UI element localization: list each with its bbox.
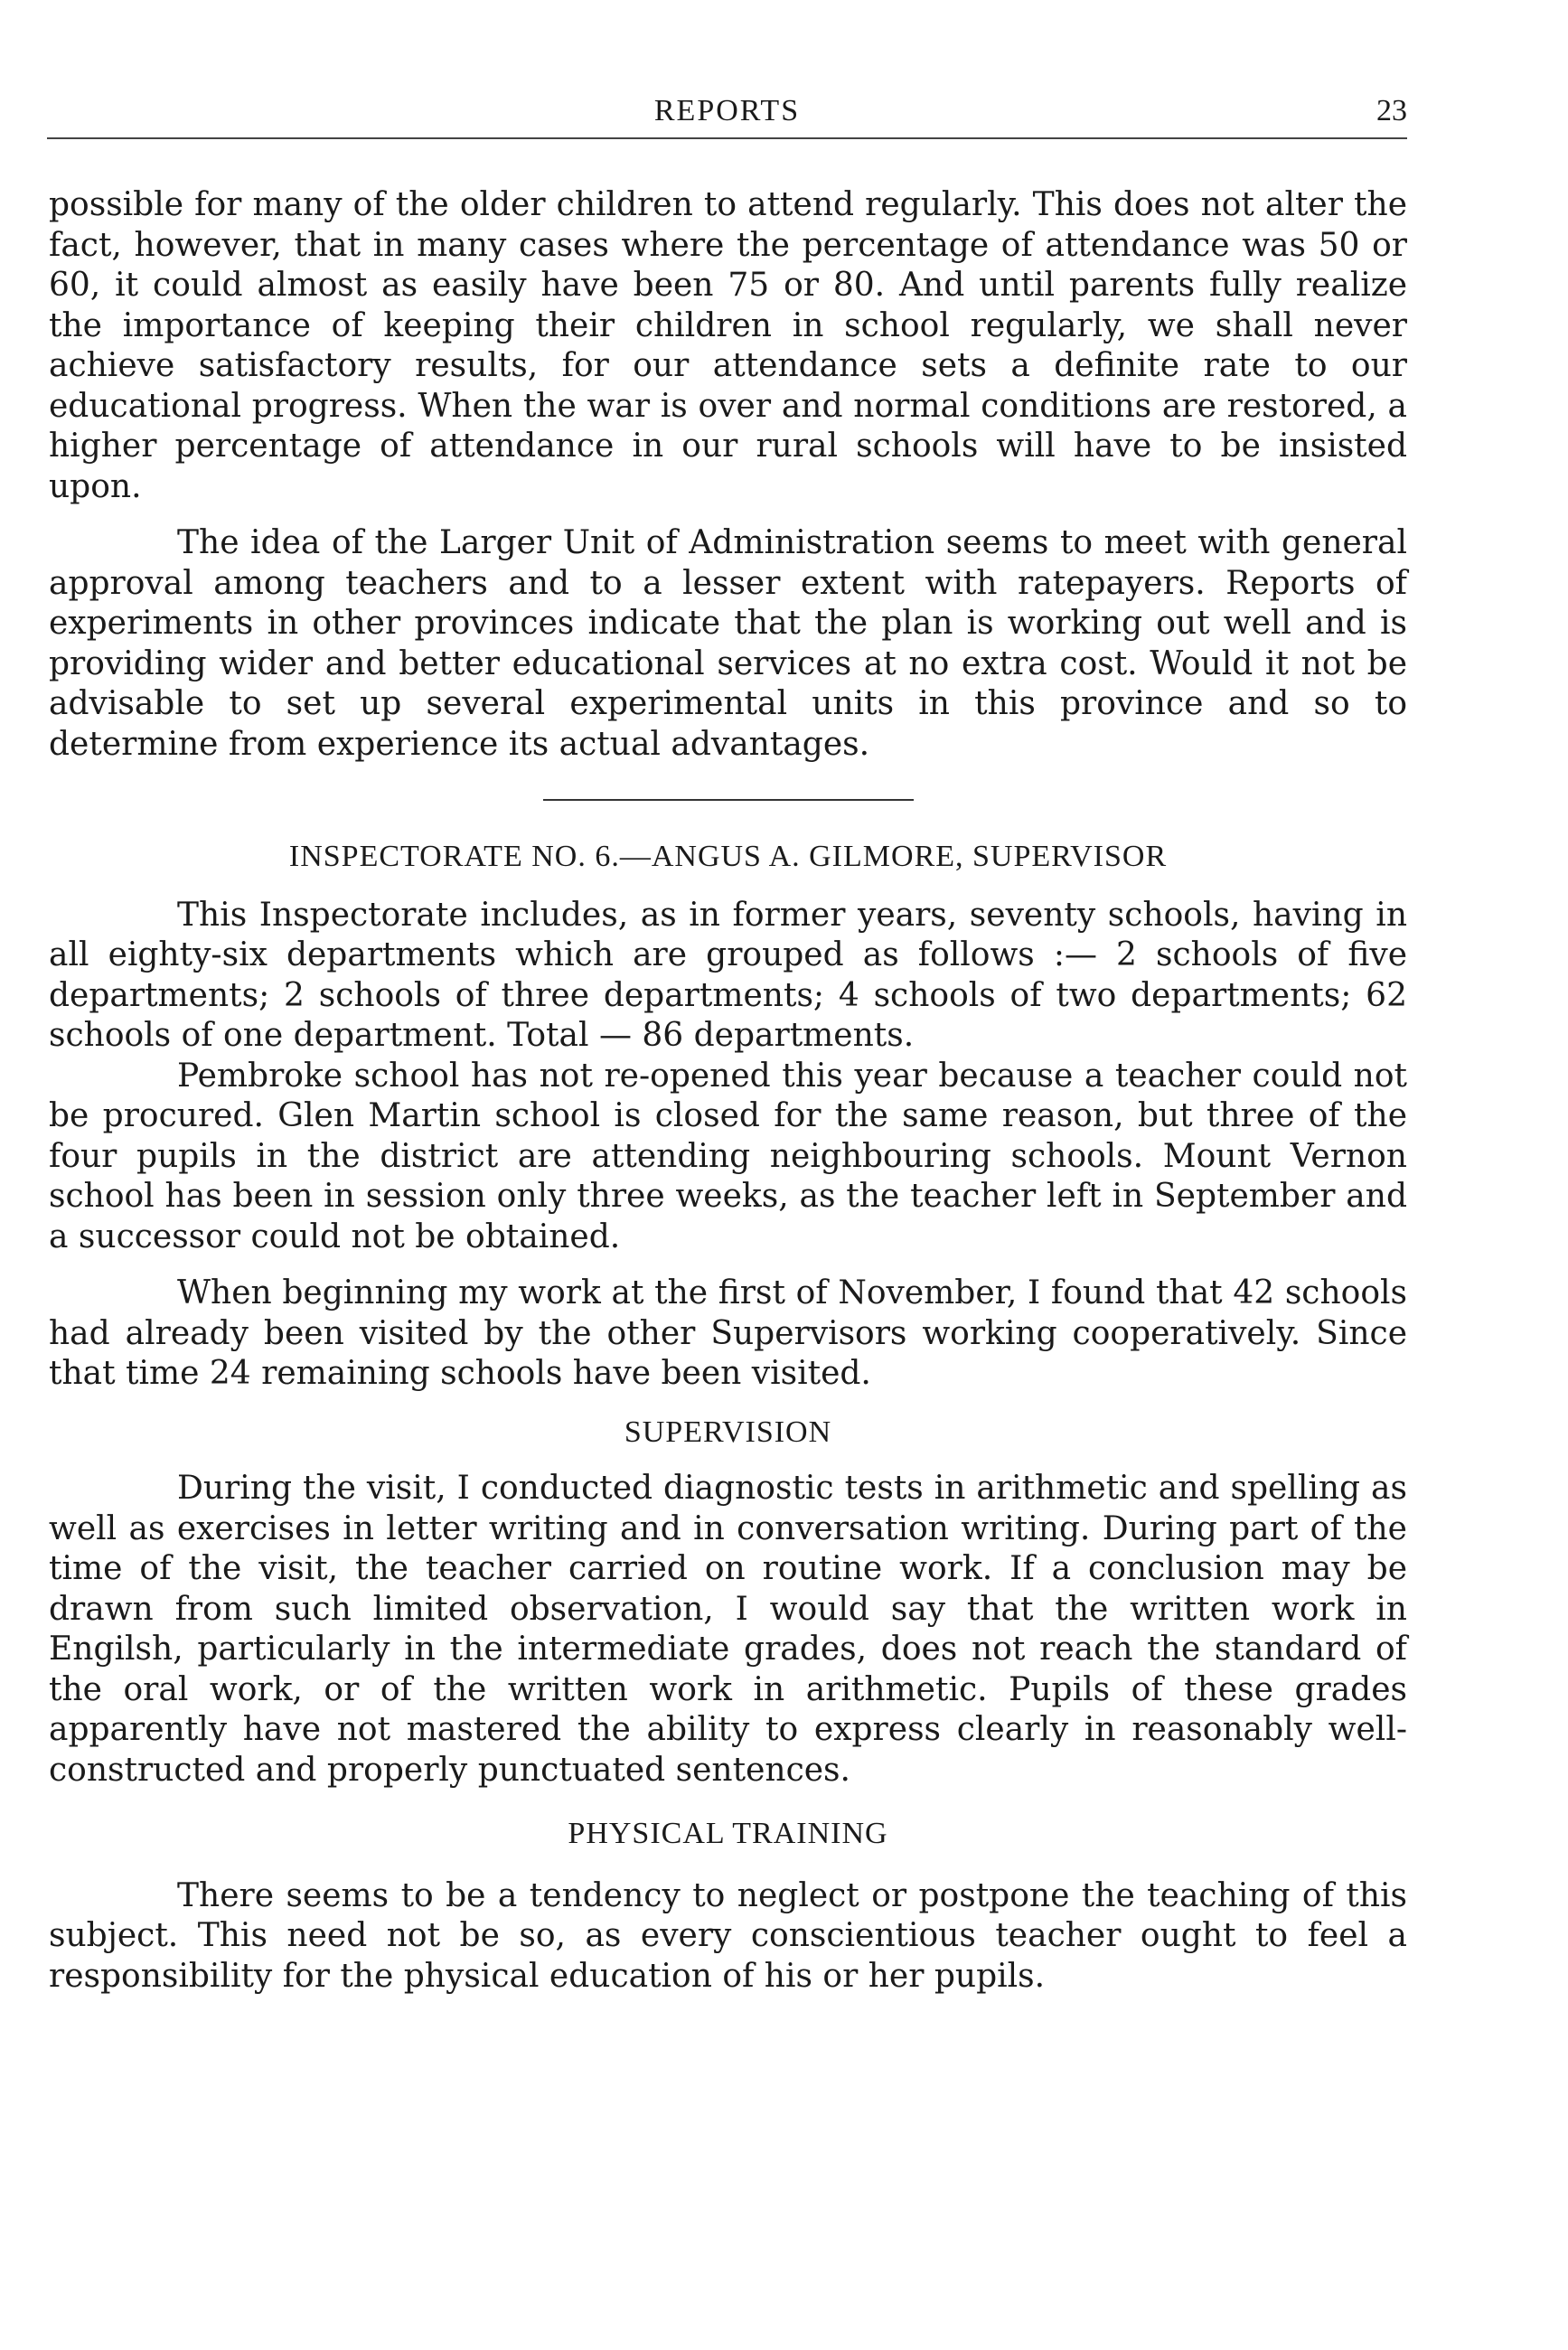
paragraph-attendance: possible for many of the older children to attend regularly. This does not alter the fact, however, that in many cases where the percentage of attendance was 50 or 60, it could almost as easily have been 75 or 80. And until parents fully realize the importance of keeping their children in school regularly, we shall never achieve satisfactory results, for our attendance sets a definite rate to our educational progress. When the war is over and normal conditions are restored, a higher percentage of attendance in our rural schools will have to be insisted upon.	[49, 186, 1407, 505]
paragraph-physical-training: There seems to be a tendency to neglect or postpone the teaching of this subject. This need not be so, as every conscientious teacher ought to feel a responsibility for the physical education of his or her pupils.	[49, 1876, 1407, 1995]
header-title: REPORTS	[653, 94, 801, 127]
section-heading-supervision: SUPERVISION	[624, 1415, 832, 1449]
page-number: 23	[1376, 94, 1407, 127]
body-text	[49, 185, 1407, 1997]
paragraph-inspectorate-schools: This Inspectorate includes, as in former years, seventy schools, having in all eighty-six departments which are grouped as follows :— 2 schools of five departments; 2 schools of three departments; 4 schools of two departments; 62 schools of one department. Total — 86 departments.	[49, 896, 1407, 1054]
section-heading-inspectorate: INSPECTORATE NO. 6.—ANGUS A. GILMORE, SUPERVISOR	[288, 840, 1168, 873]
running-header	[47, 90, 1407, 139]
section-divider	[543, 799, 914, 801]
paragraph-larger-unit: The idea of the Larger Unit of Administration seems to meet with general approval among teachers and to a lesser extent with ratepayers. Reports of experiments in other provinces indicate that the plan is working out well and is providing wider and better educational services at no extra cost. Would it not be advisable to set up several experimental units in this province and so to determine from experience its actual advantages.	[49, 524, 1407, 763]
section-heading-physical-training: PHYSICAL TRAINING	[568, 1817, 888, 1850]
paragraph-supervision: During the visit, I conducted diagnostic tests in arithmetic and spelling as well as exercises in letter writing and in conversation writing. During part of the time of the visit, the teacher carried on routine work. If a conclusion may be drawn from such limited observation, I would say that the written work in Engilsh, particularly in the intermediate grades, does not reach the standard of the oral work, or of the written work in arithmetic. Pupils of these grades apparently have not mastered the ability to express clearly in reasonably well-constructed and properly punctuated sentences.	[49, 1470, 1407, 1789]
paragraph-closed-schools: Pembroke school has not re-opened this year because a teacher could not be procured. Glen Martin school is closed for the same reason, but three of the four pupils in the district are attending neighbouring schools. Mount Vernon school has been in session only three weeks, as the teacher left in September and a successor could not be obtained.	[49, 1057, 1407, 1255]
paragraph-visits: When beginning my work at the first of November, I found that 42 schools had already been visited by the other Supervisors working cooperatively. Since that time 24 remaining schools have been visited.	[49, 1274, 1407, 1392]
